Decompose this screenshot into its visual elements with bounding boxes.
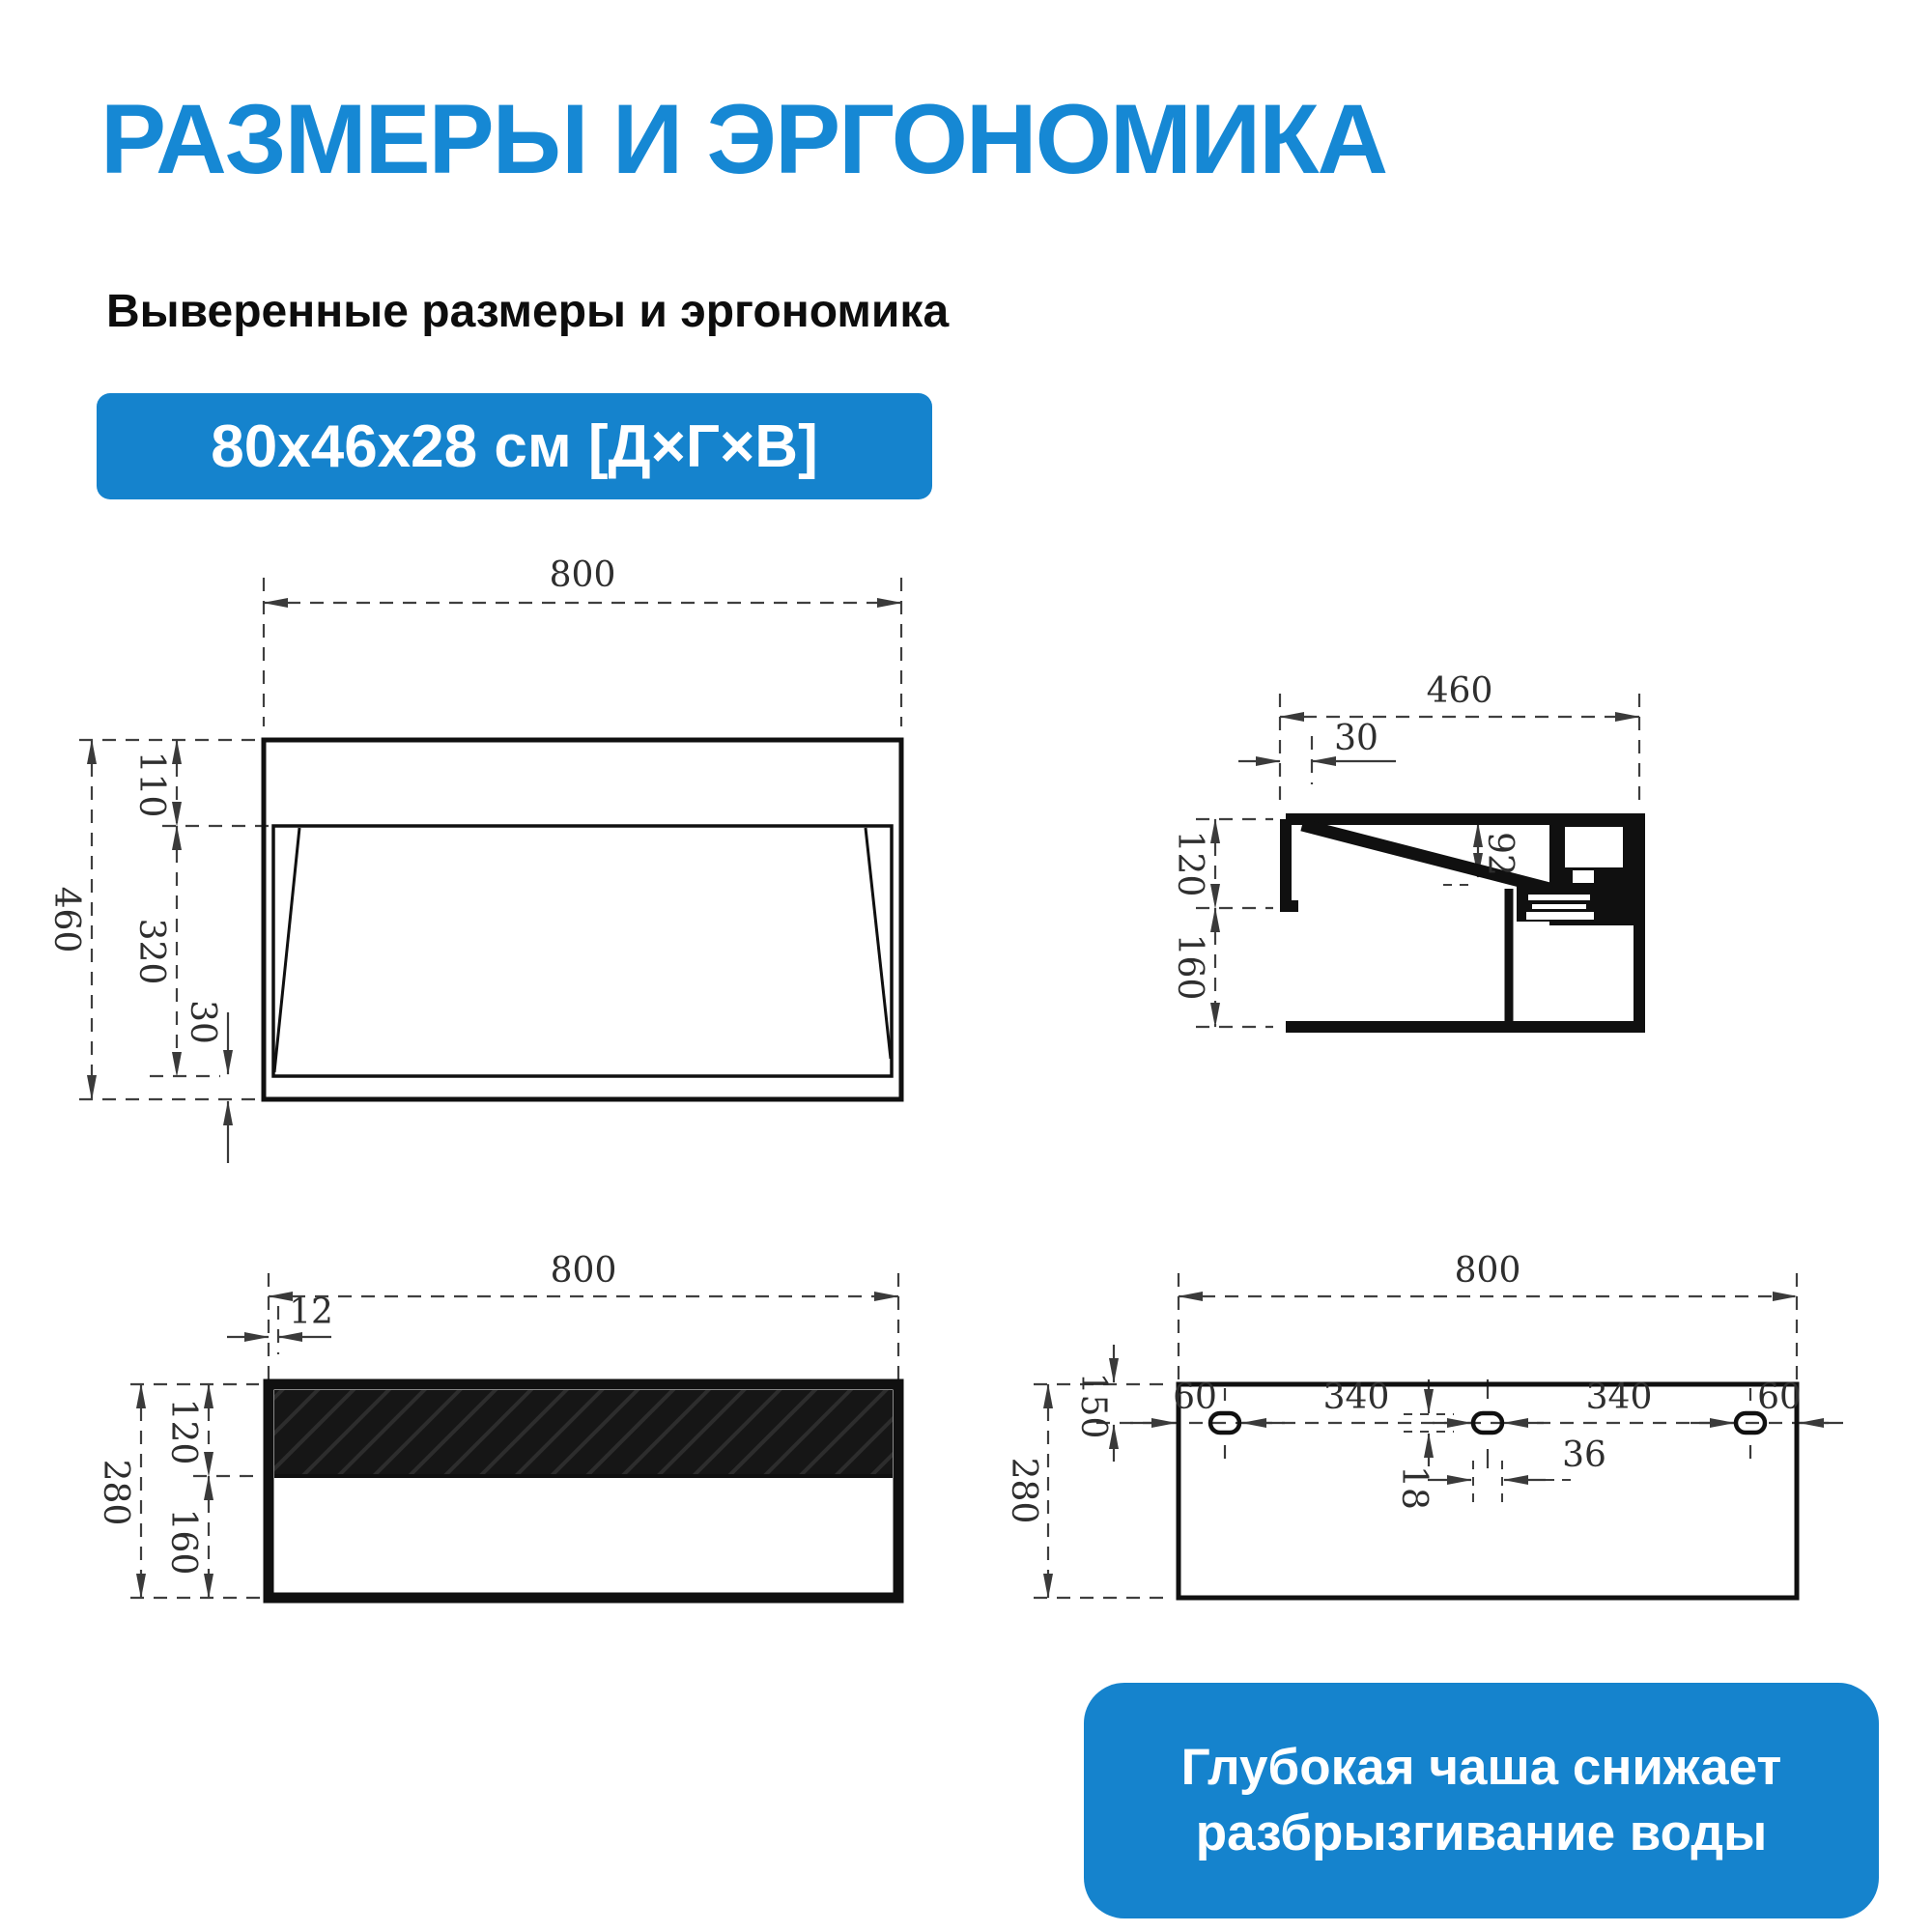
top-view-drawing bbox=[46, 555, 901, 1163]
dimensions-badge-label: 80x46x28 см [Д×Г×В] bbox=[211, 412, 818, 480]
dim-label-front-width: 800 bbox=[550, 1251, 617, 1291]
dim-label-front-lower: 160 bbox=[163, 1508, 203, 1576]
dim-label-top-depth: 460 bbox=[46, 886, 86, 953]
dim-label-section-upper: 120 bbox=[1170, 830, 1209, 897]
page-title: РАЗМЕРЫ И ЭРГОНОМИКА bbox=[100, 84, 1387, 194]
dim-label-front-upper: 120 bbox=[163, 1398, 203, 1465]
rear-view-outer-rect bbox=[1179, 1384, 1797, 1598]
dim-label-top-gap: 30 bbox=[183, 1000, 222, 1044]
rear-dimension-lines bbox=[1034, 1273, 1843, 1598]
feature-note-text: Глубокая чаша снижает разбрызгивание воды bbox=[1180, 1739, 1782, 1861]
dim-label-front-height: 280 bbox=[96, 1459, 135, 1526]
dim-label-rear-slot-height: 18 bbox=[1394, 1465, 1434, 1510]
top-view-basin-slant-left bbox=[274, 828, 299, 1072]
feature-note bbox=[1084, 1683, 1879, 1918]
dim-label-rear-width: 800 bbox=[1454, 1251, 1521, 1291]
top-view-outer-rect bbox=[264, 740, 901, 1099]
dim-label-section-depth: 460 bbox=[1426, 671, 1493, 711]
front-view-drawing bbox=[96, 1251, 898, 1598]
dim-label-top-width: 800 bbox=[549, 555, 616, 595]
page-subtitle: Выверенные размеры и эргономика bbox=[106, 286, 950, 337]
dim-label-rear-span-right: 340 bbox=[1585, 1378, 1653, 1417]
dim-label-rear-slot-width: 36 bbox=[1562, 1435, 1606, 1475]
top-view-basin-rim bbox=[273, 826, 892, 1076]
side-section-drawing bbox=[1170, 671, 1639, 1027]
dim-label-rear-edge-right: 60 bbox=[1757, 1378, 1802, 1417]
top-view-basin-slant-right bbox=[866, 828, 891, 1059]
dim-label-front-lip: 12 bbox=[289, 1293, 333, 1332]
dim-label-rear-holes-offset: 150 bbox=[1073, 1372, 1113, 1439]
dim-label-section-drop: 92 bbox=[1480, 832, 1520, 876]
dim-label-section-lower: 160 bbox=[1170, 933, 1209, 1001]
dim-label-rear-height: 280 bbox=[1004, 1457, 1043, 1524]
section-drain-and-overflow bbox=[1517, 816, 1639, 925]
dim-label-rear-span-left: 340 bbox=[1322, 1378, 1390, 1417]
dim-label-top-rim: 110 bbox=[131, 751, 171, 818]
rear-view-drawing bbox=[1004, 1251, 1843, 1598]
dim-label-rear-edge-left: 60 bbox=[1173, 1378, 1217, 1417]
front-view-hatched-top bbox=[274, 1390, 893, 1476]
dim-label-top-basin: 320 bbox=[131, 918, 171, 985]
dim-label-section-wall: 30 bbox=[1334, 719, 1378, 758]
